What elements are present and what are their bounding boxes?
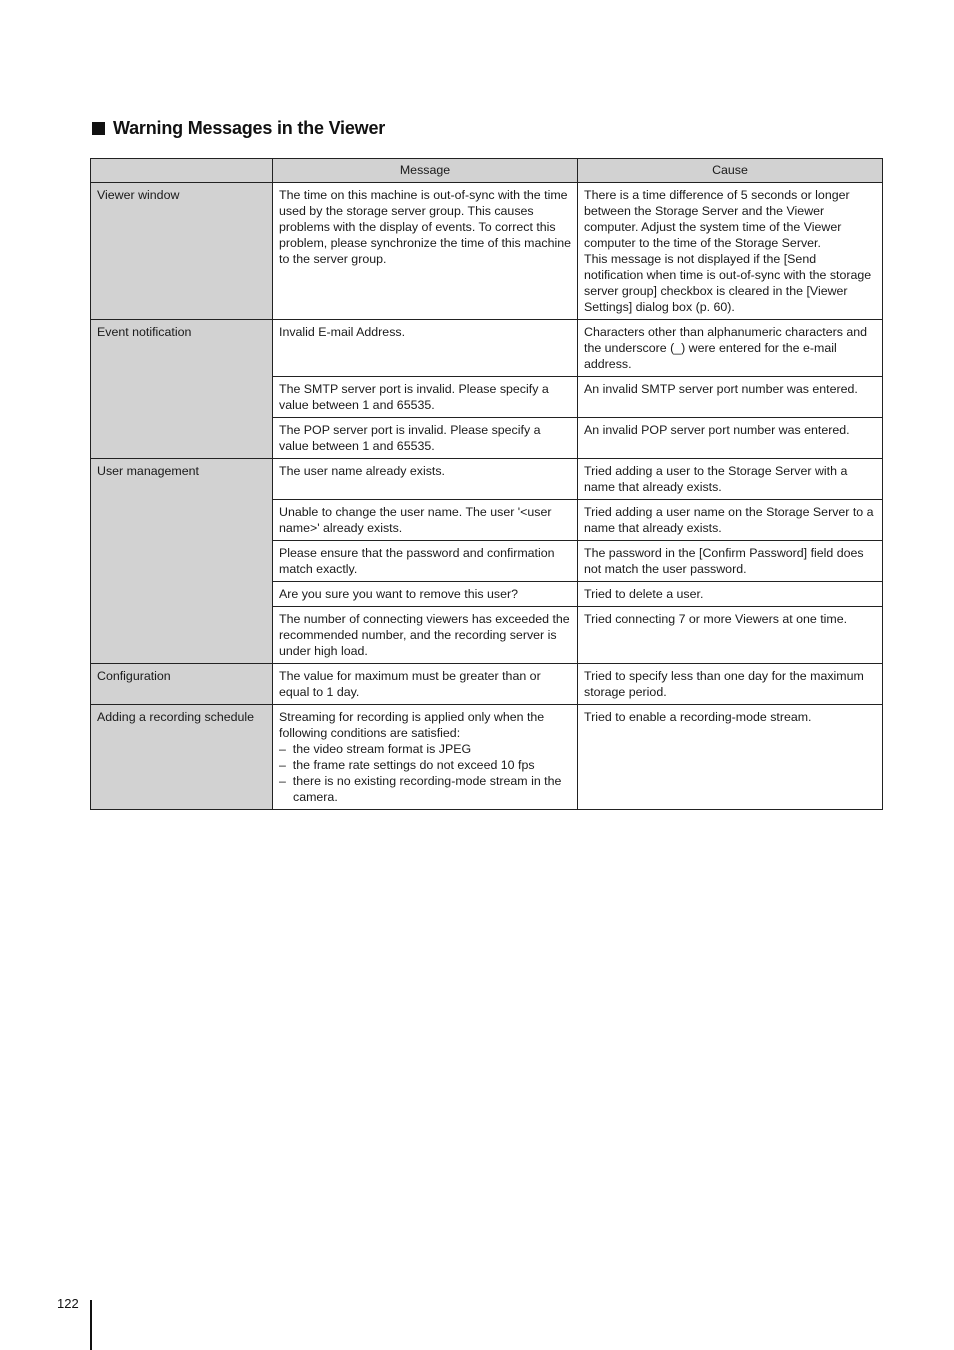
square-bullet-icon [92,122,105,135]
table-row [91,320,883,377]
cause-cell: Tried adding a user name on the Storage Server to a name that already exists. [578,500,883,541]
page-margin-rule [90,1300,92,1350]
cause-cell: Tried adding a user to the Storage Server with a name that already exists. [578,459,883,500]
message-text: Streaming for recording is applied only when the following conditions are satisfied: [279,710,545,740]
table-row [91,705,883,810]
message-cell: Invalid E-mail Address. [273,320,578,377]
cause-cell: An invalid SMTP server port number was entered. [578,377,883,418]
category-cell: Adding a recording schedule [91,705,273,810]
message-cell: The user name already exists. [273,459,578,500]
message-cell: The number of connecting viewers has exceeded the recommended number, and the recording server is under high load. [273,607,578,664]
table-row [91,459,883,500]
message-cell: The value for maximum must be greater than or equal to 1 day. [273,664,578,705]
cause-note: This message is not displayed if the [Send notification when time is out-of-sync with the storage server group] checkbox is cleared in the [Viewer Settings] dialog box (p. 60). [584,252,872,314]
section-title: Warning Messages in the Viewer [113,117,386,138]
cause-cell: An invalid POP server port number was entered. [578,418,883,459]
message-cell: Unable to change the user name. The user '<user name>' already exists. [273,500,578,541]
cause-cell [578,183,883,320]
category-cell: Configuration [91,664,273,705]
cause-cell: Tried to enable a recording-mode stream. [578,705,883,810]
condition-item: – the frame rate settings do not exceed 10 fps [279,758,535,772]
cause-cell: Tried to specify less than one day for the maximum storage period. [578,664,883,705]
table-row [91,664,883,705]
header-category [91,159,273,183]
category-cell: User management [91,459,273,664]
category-cell: Event notification [91,320,273,459]
cause-cell: Tried to delete a user. [578,582,883,607]
category-cell: Viewer window [91,183,273,320]
header-message: Message [273,159,578,183]
table-row [91,183,883,320]
cause-cell: The password in the [Confirm Password] field does not match the user password. [578,541,883,582]
message-cell: The SMTP server port is invalid. Please specify a value between 1 and 65535. [273,377,578,418]
cause-cell: Characters other than alphanumeric characters and the underscore (_) were entered for the e-mail address. [578,320,883,377]
message-cell: Please ensure that the password and confirmation match exactly. [273,541,578,582]
condition-item: – the video stream format is JPEG [279,742,472,756]
message-cell: The POP server port is invalid. Please specify a value between 1 and 65535. [273,418,578,459]
cause-text: There is a time difference of 5 seconds or longer between the Storage Server and the Viewer computer. Adjust the system time of the Viewer computer to the time of the Storage Server. [584,188,850,250]
message-cell: Are you sure you want to remove this user? [273,582,578,607]
message-cell: The time on this machine is out-of-sync with the time used by the storage server group. This causes problems with the display of events. To correct this problem, please synchronize the time of this machine to the server group. [273,183,578,320]
warning-messages-table [90,158,883,810]
table-header-row [91,159,883,183]
message-cell [273,705,578,810]
condition-item: – there is no existing recording-mode stream in the camera. [279,774,562,804]
page-number: 122 [57,1296,79,1311]
header-cause: Cause [578,159,883,183]
cause-cell: Tried connecting 7 or more Viewers at one time. [578,607,883,664]
section-heading [92,117,385,139]
